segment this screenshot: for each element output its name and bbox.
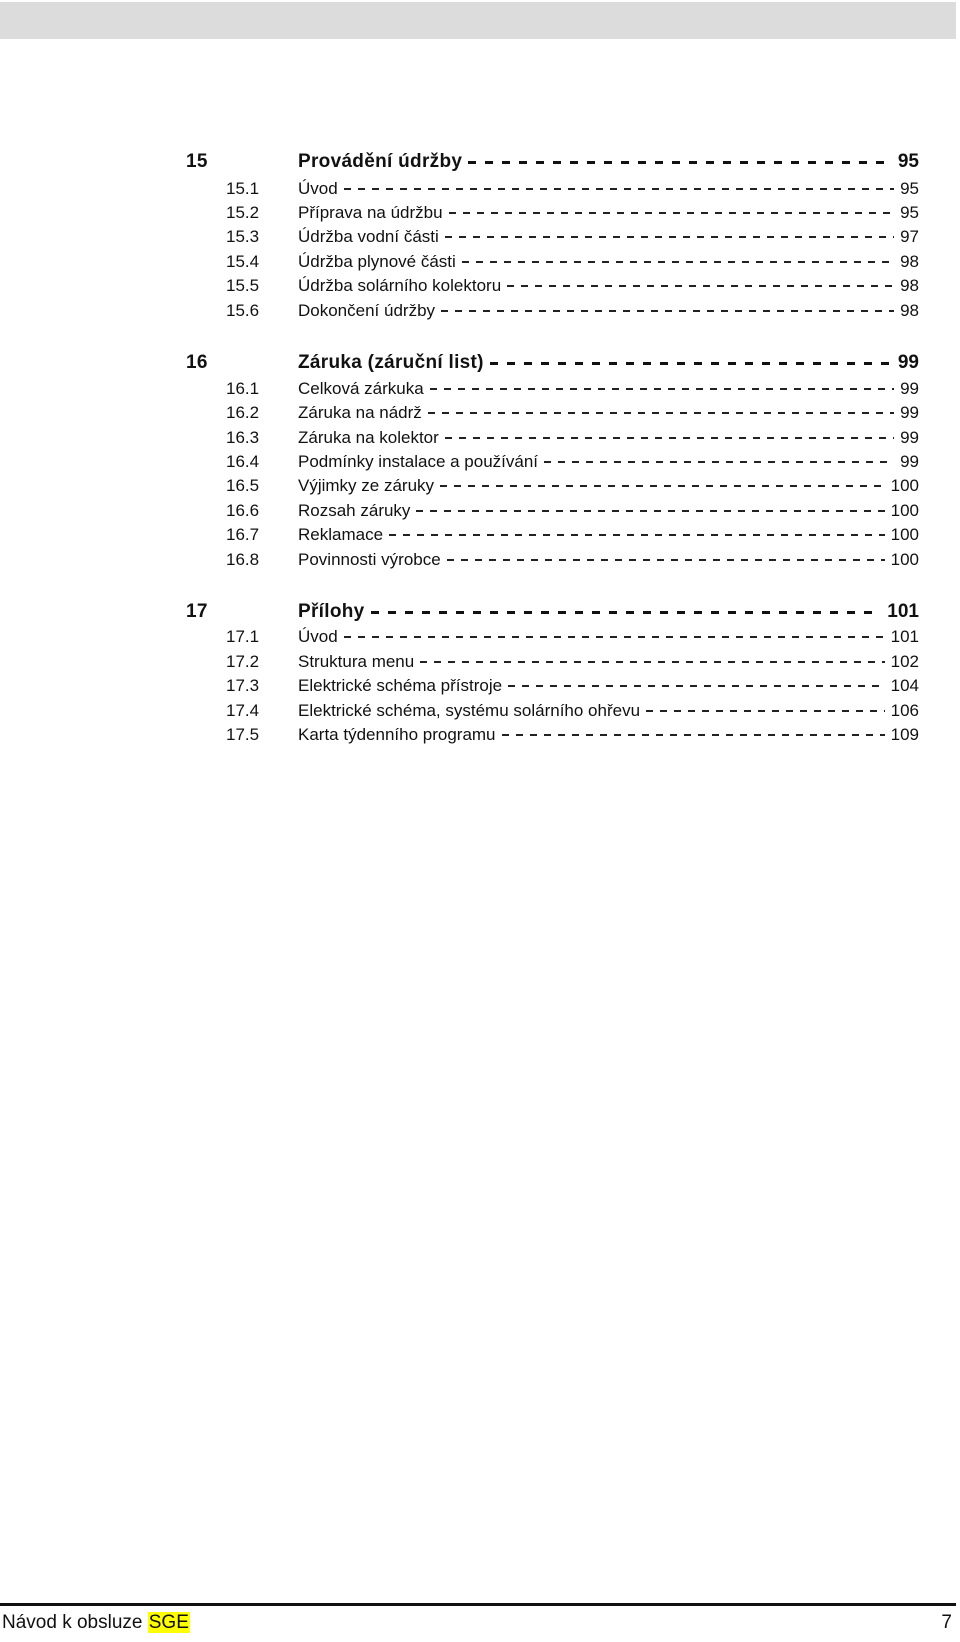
entry-title: Celková zárkuka xyxy=(298,379,424,398)
entry-page: 100 xyxy=(890,550,919,569)
dot-leader xyxy=(441,310,894,312)
dot-leader xyxy=(430,388,894,390)
toc-entry-16-8[interactable] xyxy=(0,547,960,573)
toc-entry-17-1[interactable] xyxy=(0,624,960,650)
entry-number: 15.3 xyxy=(226,227,260,246)
toc-chapter-16[interactable] xyxy=(0,350,960,376)
entry-number: 15.6 xyxy=(226,301,260,320)
entry-page: 99 xyxy=(900,428,919,447)
footer-doc-name: Návod k obsluze xyxy=(2,1612,143,1633)
entry-number: 17.5 xyxy=(226,725,260,744)
entry-page: 104 xyxy=(890,676,919,695)
toc-entry-15-6[interactable] xyxy=(0,298,960,324)
entry-number: 15.5 xyxy=(226,276,260,295)
chapter-page: 101 xyxy=(887,601,919,622)
entry-title: Údržba solárního kolektoru xyxy=(298,276,502,295)
footer-page-number: 7 xyxy=(941,1612,952,1633)
entry-title: Záruka na nádrž xyxy=(298,403,422,422)
entry-number: 15.1 xyxy=(226,179,260,198)
entry-page: 97 xyxy=(900,227,919,246)
toc-entry-15-4[interactable] xyxy=(0,249,960,275)
footer-rule xyxy=(0,1603,956,1606)
chapter-title: Provádění údržby xyxy=(298,151,463,172)
dot-leader xyxy=(445,437,894,439)
toc-entry-17-3[interactable] xyxy=(0,673,960,699)
entry-title: Elektrické schéma přístroje xyxy=(298,676,503,695)
chapter-number: 15 xyxy=(186,151,208,172)
entry-title: Dokončení údržby xyxy=(298,301,436,320)
entry-title: Úvod xyxy=(298,627,338,646)
entry-title: Záruka na kolektor xyxy=(298,428,439,447)
header-bar xyxy=(0,2,956,39)
toc-entry-15-3[interactable] xyxy=(0,224,960,250)
toc-entry-16-7[interactable] xyxy=(0,522,960,548)
dot-leader xyxy=(502,734,885,736)
dot-leader xyxy=(468,161,892,164)
entry-title: Podmínky instalace a používání xyxy=(298,452,539,471)
entry-number: 16.2 xyxy=(226,403,260,422)
entry-page: 99 xyxy=(900,379,919,398)
entry-title: Reklamace xyxy=(298,525,384,544)
entry-title: Karta týdenního programu xyxy=(298,725,496,744)
entry-page: 109 xyxy=(890,725,919,744)
toc-entry-16-4[interactable] xyxy=(0,449,960,475)
toc-entry-15-1[interactable] xyxy=(0,176,960,202)
footer-title xyxy=(2,1611,190,1635)
toc-entry-16-6[interactable] xyxy=(0,498,960,524)
entry-title: Údržba vodní části xyxy=(298,227,439,246)
dot-leader xyxy=(490,362,892,365)
entry-title: Rozsah záruky xyxy=(298,501,411,520)
entry-number: 17.2 xyxy=(226,652,260,671)
dot-leader xyxy=(507,285,894,287)
entry-number: 16.5 xyxy=(226,476,260,495)
chapter-page: 99 xyxy=(897,352,919,373)
entry-number: 16.8 xyxy=(226,550,260,569)
toc-entry-15-5[interactable] xyxy=(0,273,960,299)
dot-leader xyxy=(344,188,894,190)
entry-page: 98 xyxy=(900,301,919,320)
dot-leader xyxy=(371,611,882,614)
entry-page: 106 xyxy=(890,701,919,720)
entry-title: Elektrické schéma, systému solárního ohřevu xyxy=(298,701,641,720)
toc-entry-17-4[interactable] xyxy=(0,698,960,724)
entry-page: 98 xyxy=(900,252,919,271)
entry-page: 102 xyxy=(890,652,919,671)
entry-page: 100 xyxy=(890,476,919,495)
dot-leader xyxy=(462,261,894,263)
dot-leader xyxy=(420,661,884,663)
entry-number: 17.3 xyxy=(226,676,260,695)
toc-entry-16-5[interactable] xyxy=(0,473,960,499)
dot-leader xyxy=(544,461,894,463)
dot-leader xyxy=(447,559,885,561)
entry-title: Údržba plynové části xyxy=(298,252,456,271)
toc-entry-16-3[interactable] xyxy=(0,425,960,451)
entry-page: 99 xyxy=(900,403,919,422)
footer-model: SGE xyxy=(148,1612,189,1633)
page-footer xyxy=(0,1611,956,1635)
chapter-page: 95 xyxy=(897,151,919,172)
toc-entry-17-5[interactable] xyxy=(0,722,960,748)
entry-number: 15.2 xyxy=(226,203,260,222)
entry-number: 16.6 xyxy=(226,501,260,520)
dot-leader xyxy=(445,236,894,238)
toc-entry-17-2[interactable] xyxy=(0,649,960,675)
chapter-number: 16 xyxy=(186,352,208,373)
dot-leader xyxy=(344,636,885,638)
entry-number: 16.4 xyxy=(226,452,260,471)
toc-entry-16-2[interactable] xyxy=(0,400,960,426)
entry-title: Příprava na údržbu xyxy=(298,203,443,222)
entry-number: 15.4 xyxy=(226,252,260,271)
entry-page: 99 xyxy=(900,452,919,471)
entry-page: 101 xyxy=(890,627,919,646)
entry-number: 16.3 xyxy=(226,428,260,447)
toc-chapter-15[interactable] xyxy=(0,149,960,175)
toc-chapter-17[interactable] xyxy=(0,599,960,625)
entry-number: 16.7 xyxy=(226,525,260,544)
entry-page: 100 xyxy=(890,525,919,544)
entry-title: Výjimky ze záruky xyxy=(298,476,435,495)
entry-number: 17.1 xyxy=(226,627,260,646)
entry-number: 17.4 xyxy=(226,701,260,720)
dot-leader xyxy=(416,510,884,512)
entry-title: Povinnosti výrobce xyxy=(298,550,441,569)
dot-leader xyxy=(440,485,885,487)
entry-page: 95 xyxy=(900,179,919,198)
toc-entry-15-2[interactable] xyxy=(0,200,960,226)
chapter-title: Přílohy xyxy=(298,601,365,622)
chapter-number: 17 xyxy=(186,601,208,622)
entry-number: 16.1 xyxy=(226,379,260,398)
dot-leader xyxy=(508,685,885,687)
entry-page: 98 xyxy=(900,276,919,295)
entry-page: 100 xyxy=(890,501,919,520)
dot-leader xyxy=(646,710,885,712)
dot-leader xyxy=(389,534,885,536)
chapter-title: Záruka (záruční list) xyxy=(298,352,484,373)
dot-leader xyxy=(449,212,894,214)
entry-page: 95 xyxy=(900,203,919,222)
entry-title: Úvod xyxy=(298,179,338,198)
dot-leader xyxy=(428,412,894,414)
entry-title: Struktura menu xyxy=(298,652,415,671)
toc-entry-16-1[interactable] xyxy=(0,376,960,402)
